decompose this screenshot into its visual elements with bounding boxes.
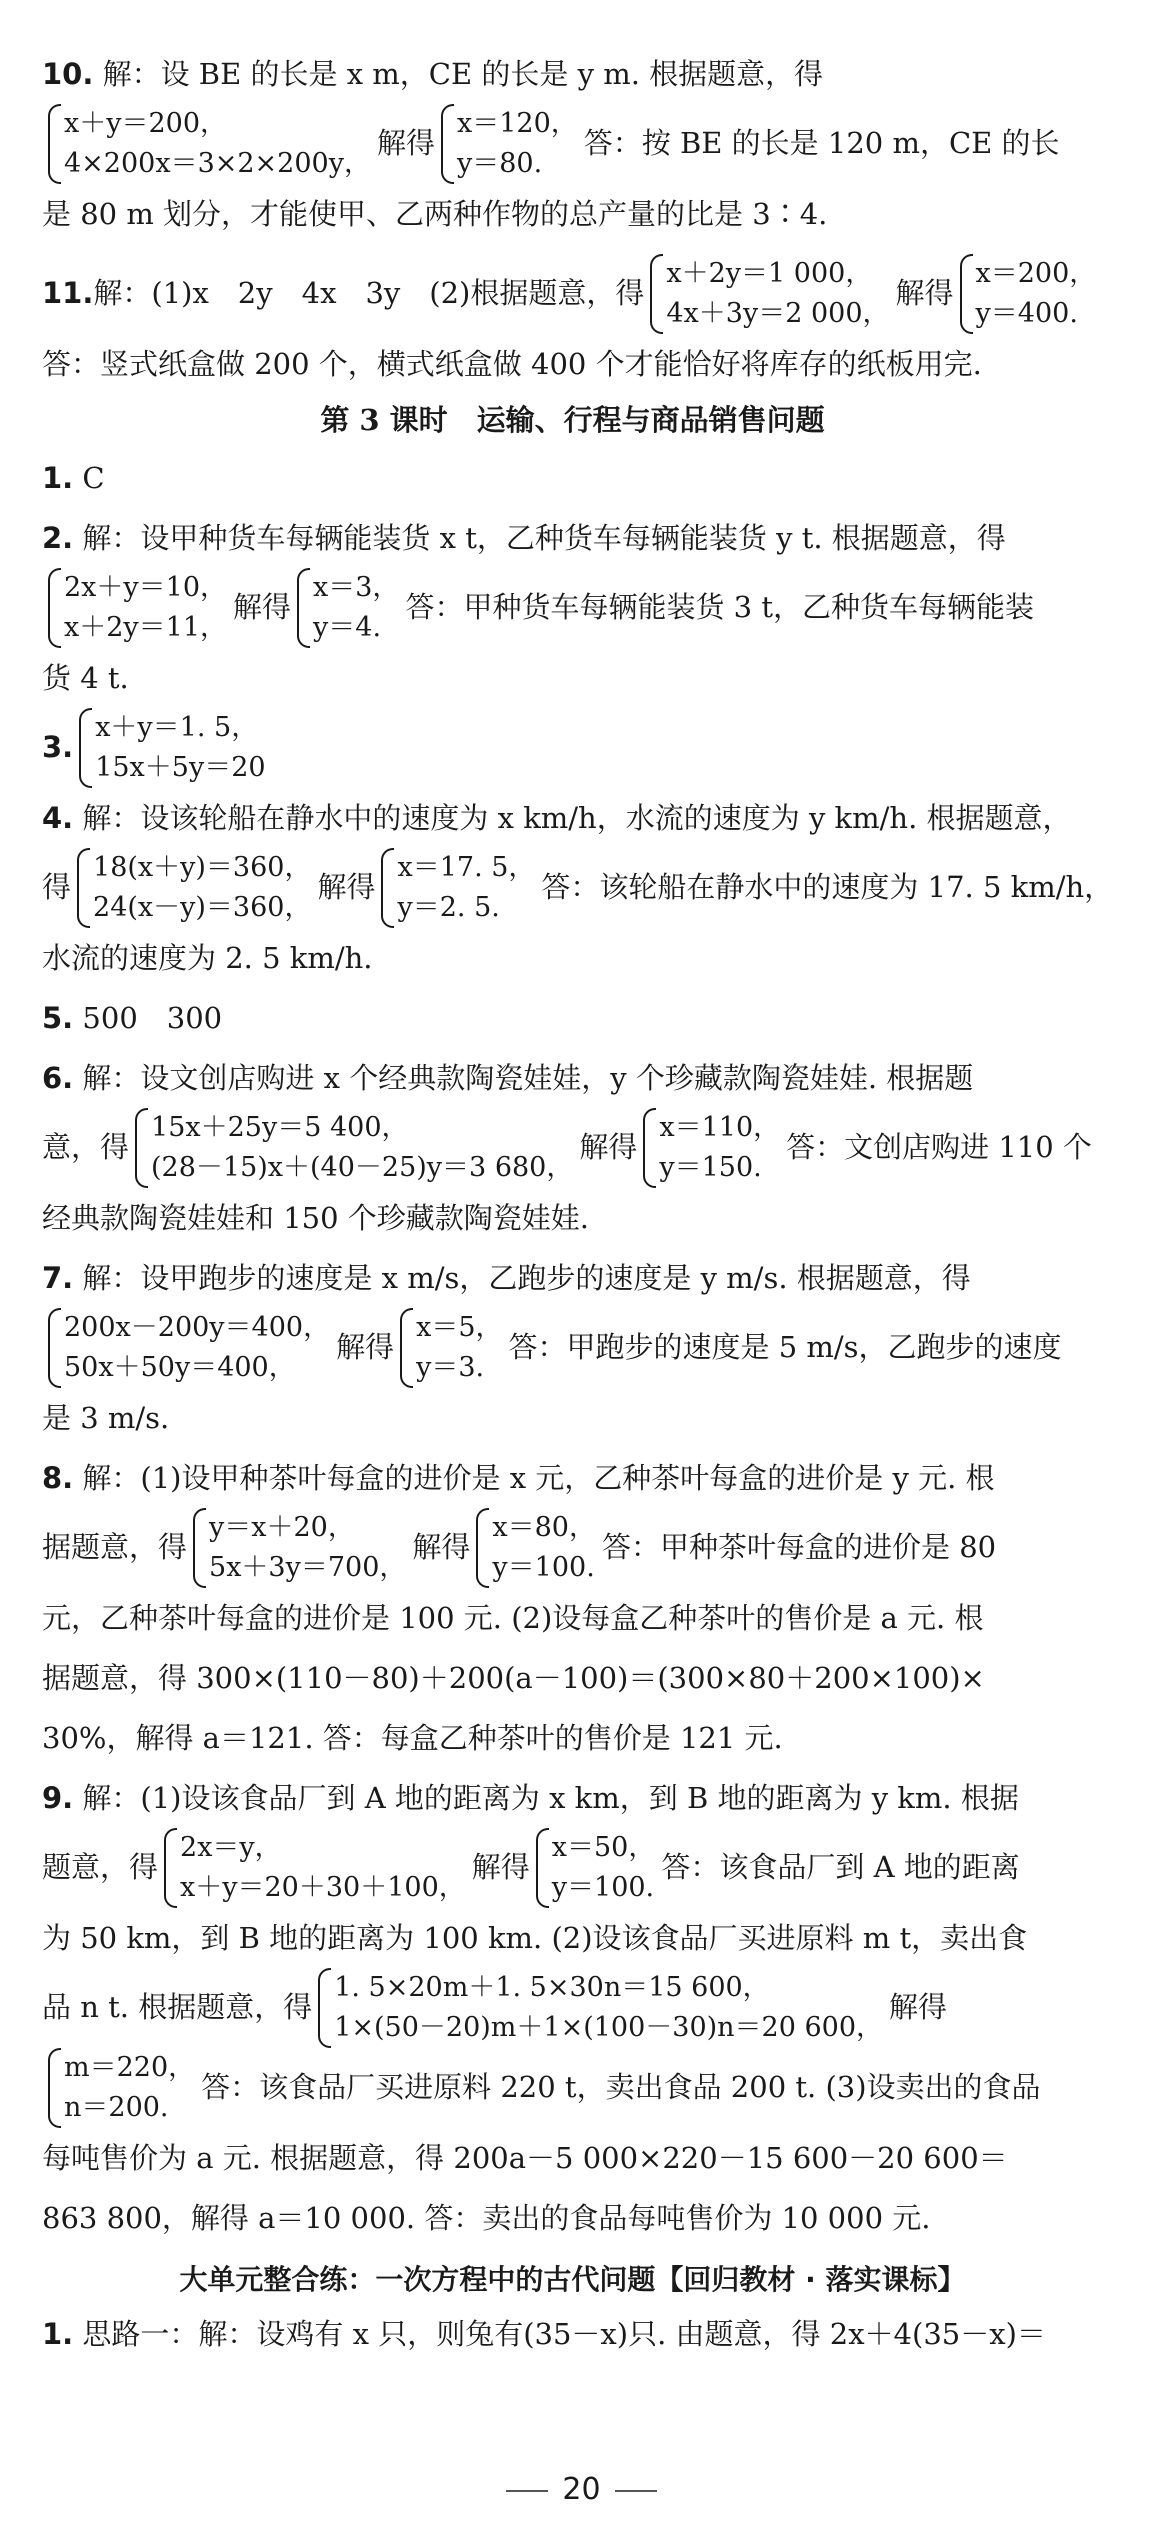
- answer-5: 5. 500 300: [42, 1000, 223, 1035]
- brace: [48, 568, 61, 648]
- answer-number: 2.: [42, 520, 74, 555]
- solution-system: x＝3， y＝4.: [297, 568, 399, 648]
- equation-system: 2x＝y， x＋y＝20＋30＋100，: [164, 1828, 466, 1908]
- brace: [135, 1108, 148, 1188]
- solution-system: x＝50， y＝100.: [536, 1828, 656, 1908]
- brace: [297, 568, 310, 648]
- brace: [48, 2048, 61, 2128]
- brace: [77, 848, 90, 928]
- answer-1-ancient: 1. 思路一：解：设鸡有 x 只，则兔有(35－x)只. 由题意，得 2x＋4(35－x)＝: [42, 2317, 1046, 2352]
- answer-number: 5.: [42, 1000, 74, 1035]
- answer-7: 7. 解：设甲跑步的速度是 x m/s，乙跑步的速度是 y m/s. 根据题意，得 200x－200y＝400， 50x＋50y＝400， 解得 x＝5， y＝3. 答：甲跑步的速度是 5 m/s，乙跑步的速度 是 3 m/s.: [42, 1260, 1062, 1435]
- answer-number: 1.: [42, 460, 74, 495]
- solution-system: x＝5， y＝3.: [400, 1308, 502, 1388]
- equation-system: x＋y＝200， 4×200x＝3×2×200y，: [48, 104, 371, 184]
- answer-number: 7.: [42, 1260, 74, 1295]
- answer-number: 3.: [42, 729, 74, 764]
- answer-8: 8. 解：(1)设甲种茶叶每盒的进价是 x 元，乙种茶叶每盒的进价是 y 元. 根 据题意，得 y＝x＋20， 5x＋3y＝700， 解得 x＝80， y＝100. 答：甲种茶叶每盒的进价是 80 元，乙种茶叶每盒的进价是 100 元. (2)设每盒乙种茶叶的售价是 a 元. 根 据题意，得 300×(110－80)＋200(a－100)＝(300×80＋200×100)× 30%，解得 a＝121. 答：每盒乙种茶叶的售价是 121 元.: [42, 1460, 997, 1755]
- brace: [79, 708, 92, 788]
- brace: [400, 1308, 413, 1388]
- unit-section-title: 大单元整合练：一次方程中的古代问题【回归教材 · 落实课标】: [179, 2262, 966, 2296]
- equation-system: x＋y＝1. 5， 15x＋5y＝20: [79, 708, 265, 788]
- brace: [643, 1108, 656, 1188]
- rule-left: [506, 2490, 548, 2492]
- answer-11: 11. 解：(1)x 2y 4x 3y (2)根据题意，得 x＋2y＝1 000， 4x＋3y＝2 000， 解得 x＝200， y＝400. 答：竖式纸盒做 200 个，横式纸盒做 400 个才能恰好将库存的纸板用完.: [42, 254, 1103, 394]
- equation-system: 200x－200y＝400， 50x＋50y＝400，: [48, 1308, 330, 1388]
- answer-9: 9. 解：(1)设该食品厂到 A 地的距离为 x km，到 B 地的距离为 y km. 根据 题意，得 2x＝y， x＋y＝20＋30＋100， 解得 x＝50， y＝100. 答：该食品厂到 A 地的距离 为 50 km，到 B 地的距离为 100 km. (2)设该食品厂买进原料 m t，卖出食 品 n t. 根据题意，得 1. 5×20m＋1. 5×30n＝15 600， 1×(50－20)m＋1×(100－30)n＝20 600， 解得 m＝220， n＝200. 答：该食品厂买进原料 220 t，卖出食品 200 t. (3)设卖出的食品 每吨售价为 a 元. 根据题意，得 200a－5 000×220－15 600－20 600＝ 863 800，解得 a＝10 000. 答：卖出的食品每吨售价为 10 000 元.: [42, 1780, 1041, 2235]
- solution-system: x＝17. 5， y＝2. 5.: [381, 848, 535, 928]
- answer-number: 6.: [42, 1060, 74, 1095]
- equation-system: y＝x＋20， 5x＋3y＝700，: [193, 1508, 406, 1588]
- answer-number: 10.: [42, 57, 94, 91]
- equation-system: 1. 5×20m＋1. 5×30n＝15 600， 1×(50－20)m＋1×(100－30)n＝20 600，: [318, 1968, 883, 2048]
- answer-2: 2. 解：设甲种货车每辆能装货 x t，乙种货车每辆能装货 y t. 根据题意，得 2x＋y＝10， x＋2y＝11， 解得 x＝3， y＝4. 答：甲种货车每辆能装货 3 t，乙种货车每辆能装 货 4 t.: [42, 520, 1034, 695]
- brace: [48, 1308, 61, 1388]
- answer-10: 10. 解：设 BE 的长是 x m，CE 的长是 y m. 根据题意，得 x＋y＝200， 4×200x＝3×2×200y， 解得 x＝120， y＝80. 答：按 BE 的长是 120 m，CE 的长 是 80 m 划分，才能使甲、乙两种作物的总产量的比是 3∶4.: [42, 57, 1060, 231]
- equation-system: x＋2y＝1 000， 4x＋3y＝2 000，: [650, 254, 889, 334]
- equation-system: 18(x＋y)＝360， 24(x－y)＝360，: [77, 848, 311, 928]
- section-title: 第 3 课时 运输、行程与商品销售问题: [320, 403, 825, 437]
- answer-number: 4.: [42, 800, 74, 835]
- answer-4: 4. 解：设该轮船在静水中的速度为 x km/h，水流的速度为 y km/h. 根据题意， 得 18(x＋y)＝360， 24(x－y)＝360， 解得 x＝17. 5， y＝2. 5. 答：该轮船在静水中的速度为 17. 5 km/h， 水流的速度为 2. 5 km/h.: [42, 800, 1114, 975]
- brace: [536, 1828, 549, 1908]
- brace: [193, 1508, 206, 1588]
- answer-1: 1. C: [42, 460, 105, 495]
- answer-6: 6. 解：设文创店购进 x 个经典款陶瓷娃娃，y 个珍藏款陶瓷娃娃. 根据题 意，得 15x＋25y＝5 400， (28－15)x＋(40－25)y＝3 680， 解得 x＝110， y＝150. 答：文创店购进 110 个 经典款陶瓷娃娃和 150 个珍藏款陶瓷娃娃.: [42, 1060, 1092, 1235]
- solution-system: x＝120， y＝80.: [441, 104, 578, 184]
- brace: [164, 1828, 177, 1908]
- brace: [48, 104, 61, 184]
- solution-system: x＝200， y＝400.: [960, 254, 1097, 334]
- solution-system: x＝110， y＝150.: [643, 1108, 780, 1188]
- rule-right: [615, 2490, 657, 2492]
- equation-system: 2x＋y＝10， x＋2y＝11，: [48, 568, 227, 648]
- answer-number: 9.: [42, 1780, 74, 1815]
- brace: [318, 1968, 331, 2048]
- brace: [441, 104, 454, 184]
- answer-number: 11.: [42, 276, 94, 311]
- brace: [960, 254, 973, 334]
- answer-3: [42, 708, 1103, 788]
- brace: [381, 848, 394, 928]
- solution-system: x＝80， y＝100.: [476, 1508, 596, 1588]
- brace: [650, 254, 663, 334]
- brace: [476, 1508, 489, 1588]
- answer-number: 1.: [42, 2317, 74, 2352]
- answer-number: 8.: [42, 1460, 74, 1495]
- page-number: 20: [0, 2470, 1163, 2509]
- equation-system: 15x＋25y＝5 400， (28－15)x＋(40－25)y＝3 680，: [135, 1108, 573, 1188]
- solution-system: m＝220， n＝200.: [48, 2048, 195, 2128]
